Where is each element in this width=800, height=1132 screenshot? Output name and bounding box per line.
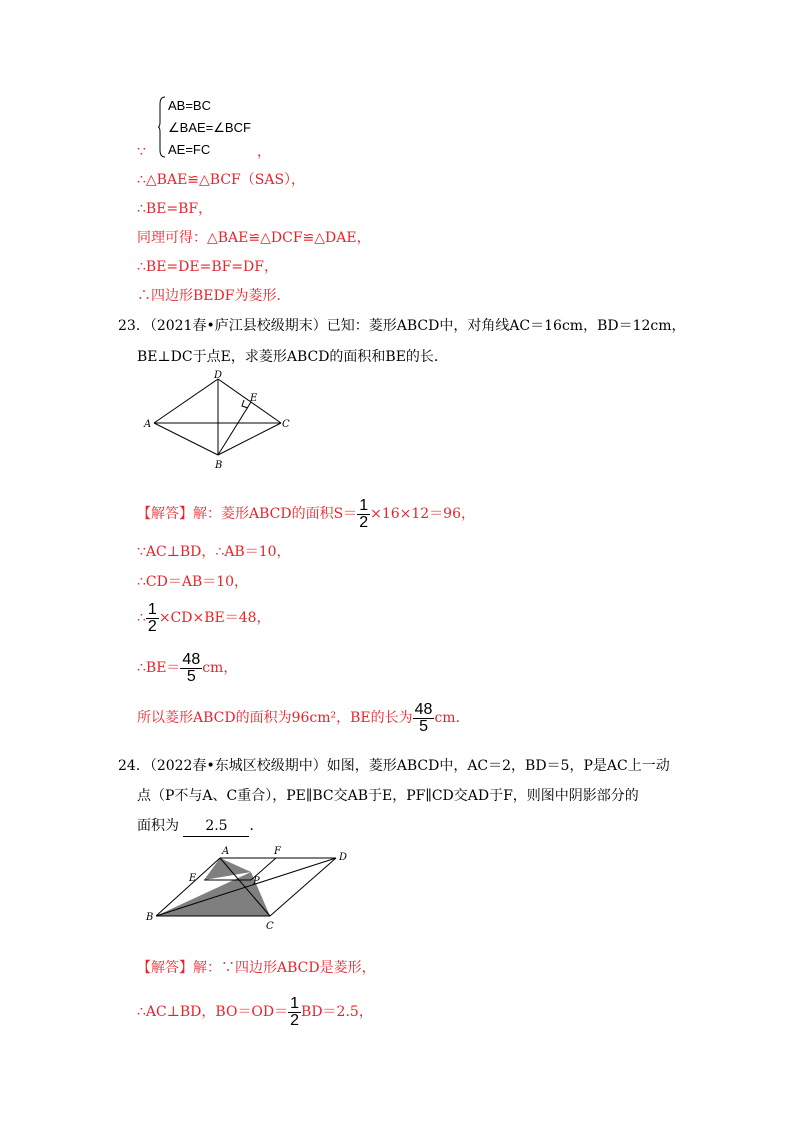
q23-ans-l1-prefix: 【解答】解：菱形ABCD的面积S＝ [137, 506, 358, 522]
q24-label-b: B [146, 912, 154, 923]
q23-label-e: E [250, 393, 258, 404]
q24-ans-l2-suffix: BD＝2.5， [301, 1004, 373, 1020]
sas-eq1: AB=BC [168, 98, 211, 113]
q23-answer-line5 [137, 650, 237, 686]
q24-label-c: C [266, 921, 274, 932]
q23-source: （2021春•庐江县校级期末） [149, 318, 327, 334]
q23-answer-line1 [137, 496, 475, 532]
q23-ans-l5-prefix: ∴BE＝ [137, 660, 181, 676]
q24-text1: 如图，菱形ABCD中，AC＝2，BD＝5，P是AC上一动 [326, 758, 670, 774]
q23-ans-l1-suffix: ×16×12＝96， [370, 506, 475, 522]
q24-text2: 点（P不与A、C重合），PE∥BC交AB于E，PF∥CD交AD于F，则图中阴影部分的 [137, 788, 639, 804]
be-numerator: 48 [182, 650, 201, 668]
q24-answer-line1: 【解答】解：∵四边形ABCD是菱形， [137, 960, 376, 976]
q24-label-f: F [274, 846, 281, 857]
q24-source: （2022春•东城区校级期中） [149, 758, 327, 774]
q23-text2: BE⊥DC于点E，求菱形ABCD的面积和BE的长． [137, 349, 448, 365]
q23-label-c: C [282, 419, 290, 430]
q23-label-d: D [214, 370, 223, 381]
q24-answer-line2 [137, 994, 373, 1030]
proof-line-2: ∴BE=BF， [137, 201, 213, 217]
half-numerator: 1 [359, 496, 369, 514]
answer-blank: 2.5 [183, 816, 249, 837]
because-symbol: ∵ [137, 144, 146, 160]
sas-trail: ， [257, 144, 271, 160]
q23-ans-l4-suffix: ×CD×BE＝48， [158, 610, 271, 626]
q24-statement-line1 [118, 756, 670, 776]
q24-label-d: D [339, 852, 348, 863]
half-denominator-2: 2 [147, 617, 157, 635]
be-fraction [180, 652, 202, 685]
be-denominator: 5 [186, 667, 196, 685]
q23-ans-l6-prefix: 所以菱形ABCD的面积为96cm²，BE的长为 [137, 710, 413, 726]
q24-ans-l2-prefix: ∴AC⊥BD，BO＝OD＝ [137, 1004, 289, 1020]
q23-statement-line1 [118, 316, 686, 336]
q23-ans-l6-suffix: cm． [434, 710, 470, 726]
half-numerator-3: 1 [290, 994, 300, 1012]
q24-text3-suffix: ． [249, 818, 264, 834]
q24-statement-line3 [137, 816, 263, 837]
q24-rhombus-figure [140, 840, 360, 940]
q23-answer-line2: ∵AC⊥BD，∴AB＝10， [137, 544, 291, 560]
q23-answer-line3: ∴CD＝AB＝10， [137, 574, 249, 590]
q23-ans-l5-suffix: cm， [202, 660, 238, 676]
proof-line-5: ∴四边形BEDF为菱形． [137, 288, 291, 304]
q23-label-a: A [144, 419, 152, 430]
q23-rhombus-figure [140, 370, 300, 470]
sas-eq3: AE=FC [168, 142, 211, 157]
half-fraction [357, 498, 370, 531]
q24-label-e: E [189, 873, 197, 884]
q24-label-p: P [253, 876, 260, 887]
q24-number: 24． [118, 758, 150, 774]
q23-answer-line4 [137, 600, 271, 636]
be-numerator-2: 48 [414, 700, 433, 718]
be-denominator-2: 5 [419, 717, 428, 735]
half-fraction-3 [288, 996, 301, 1029]
proof-line-1: ∴△BAE≌△BCF（SAS）， [137, 172, 306, 188]
sas-eq2: ∠BAE=∠BCF [168, 120, 251, 135]
q23-ans-l4-prefix: ∴ [137, 610, 146, 626]
half-denominator: 2 [359, 513, 369, 531]
q23-answer-line6 [137, 700, 470, 736]
q24-label-a: A [222, 846, 230, 857]
half-denominator-3: 2 [290, 1011, 300, 1029]
q24-text3-prefix: 面积为 [137, 818, 179, 834]
half-fraction-2 [146, 602, 159, 635]
q23-text1: 已知：菱形ABCD中，对角线AC＝16cm，BD＝12cm， [326, 318, 686, 334]
q23-label-b: B [215, 460, 223, 470]
q23-number: 23． [118, 318, 150, 334]
half-numerator-2: 1 [147, 600, 157, 618]
be-fraction-2 [413, 702, 435, 735]
brace-icon [158, 96, 166, 158]
proof-line-4: ∴BE=DE=BF=DF， [137, 259, 278, 275]
proof-line-3: 同理可得：△BAE≌△DCF≌△DAE， [137, 230, 371, 246]
